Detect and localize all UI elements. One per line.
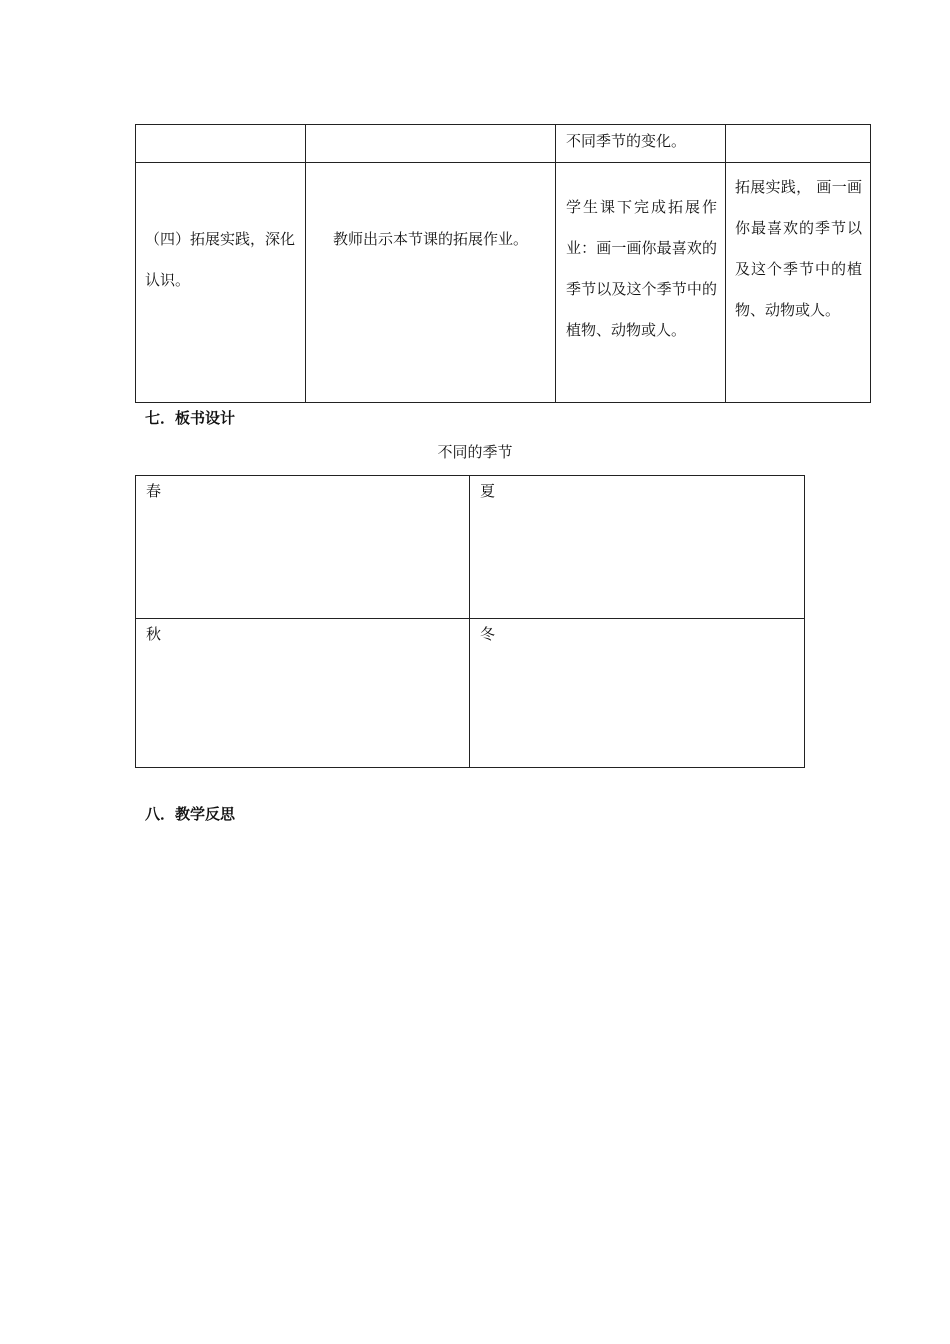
table-cell [306, 125, 556, 163]
table-cell [556, 125, 726, 163]
table-row [136, 476, 805, 619]
board-title: 不同的季节 [437, 443, 513, 461]
table-row [136, 163, 871, 403]
stage-title: （四）拓展实践，深化认识。 [145, 230, 296, 289]
table-row [136, 125, 871, 163]
table-cell [136, 125, 306, 163]
board-cell-spring: 春 [136, 476, 470, 619]
table-cell [556, 163, 726, 403]
table-row [136, 619, 805, 768]
table-cell [726, 125, 871, 163]
board-cell-autumn: 秋 [136, 619, 470, 768]
student-activity-text: 不同季节的变化。 [566, 132, 687, 150]
lesson-plan-table [135, 124, 871, 403]
section-heading-board-design: 七．板书设计 [145, 409, 236, 427]
board-design-table [135, 475, 805, 768]
student-activity: 学生课下完成拓展作业：画一画你最喜欢的季节以及这个季节中的植物、动物或人。 [566, 198, 717, 339]
section-heading-teaching-reflection: 八．教学反思 [145, 805, 236, 823]
board-cell-winter: 冬 [470, 619, 805, 768]
table-cell [726, 163, 871, 403]
table-cell [306, 163, 556, 403]
teacher-activity: 教师出示本节课的拓展作业。 [332, 230, 528, 248]
design-intent: 拓展实践， 画一画你最喜欢的季节以及这个季节中的植物、动物或人。 [735, 178, 862, 319]
table-cell [136, 163, 306, 403]
board-cell-summer: 夏 [470, 476, 805, 619]
